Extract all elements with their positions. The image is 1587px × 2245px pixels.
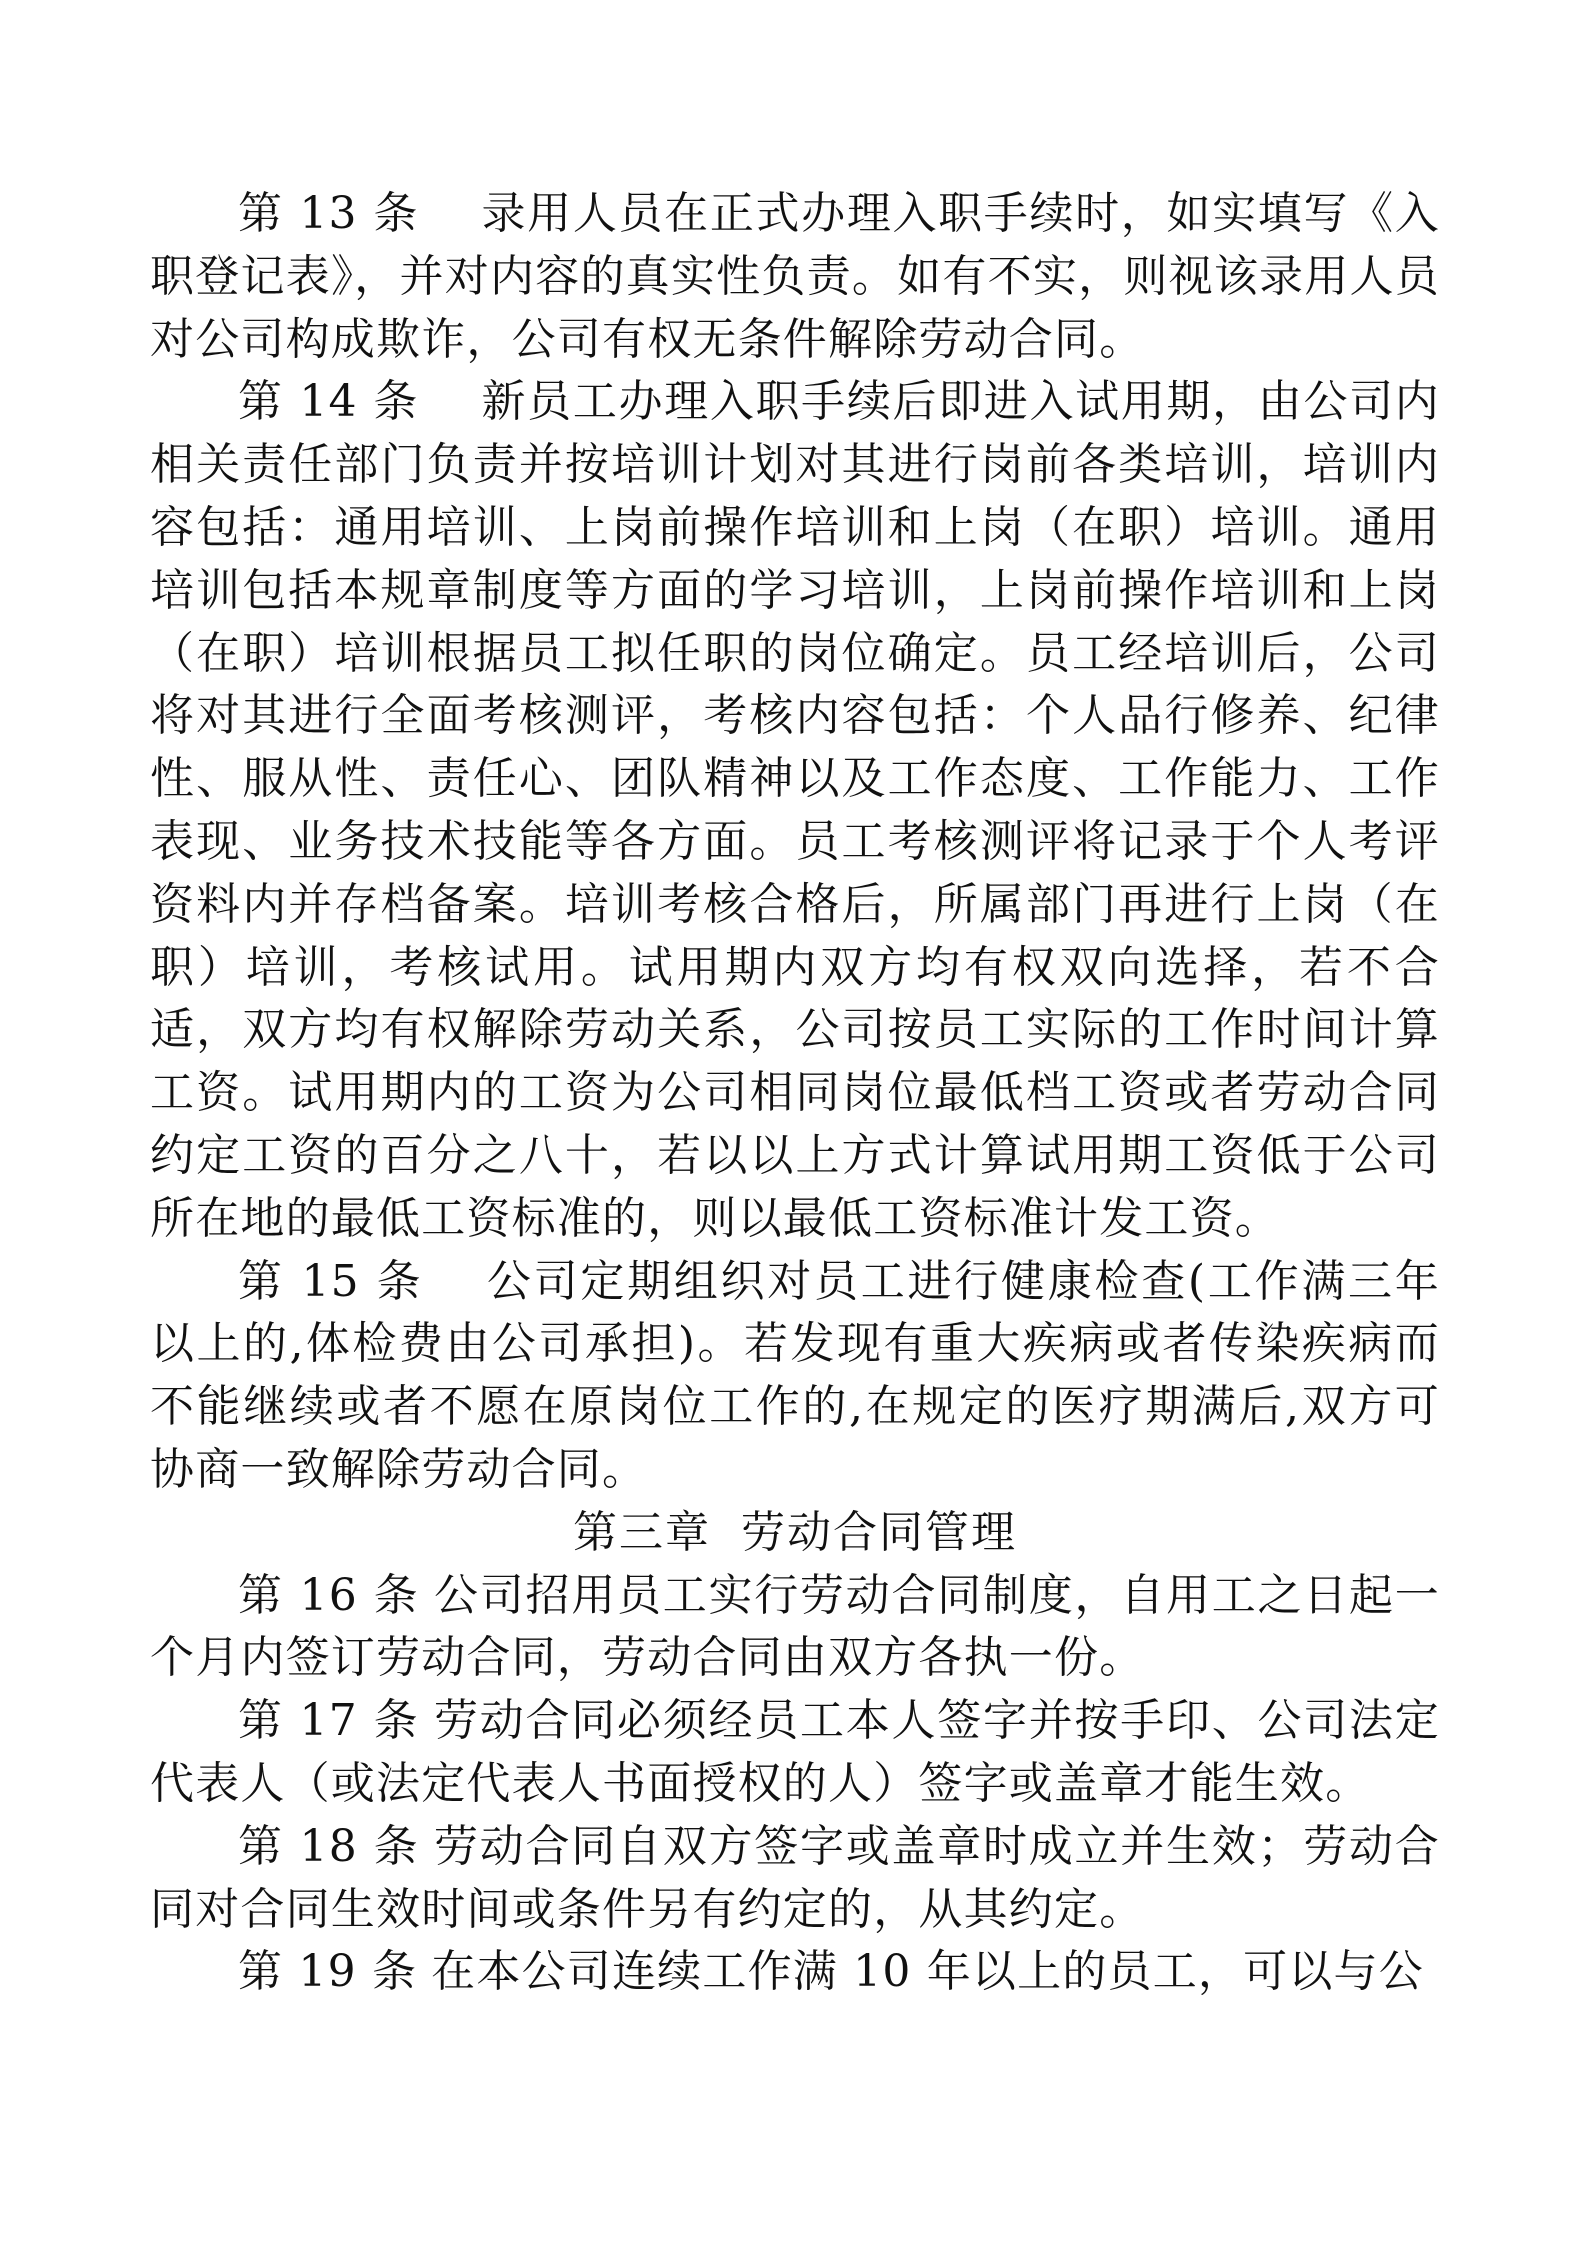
document-page	[150, 183, 1440, 2004]
article-text: 录用人员在正式办理入职手续时，如实填写《入职登记表》，并对内容的真实性负责。如有不实，则视该录用人员对公司构成欺诈，公司有权无条件解除劳动合同。	[150, 188, 1440, 365]
article-text: 公司招用员工实行劳动合同制度，自用工之日起一个月内签订劳动合同，劳动合同由双方各执一份。	[150, 1569, 1440, 1684]
chapter-heading	[150, 1502, 1440, 1565]
article-19	[150, 1941, 1440, 2004]
chapter-title: 劳动合同管理	[741, 1506, 1017, 1558]
chapter-number: 第三章	[573, 1506, 711, 1558]
article-17	[150, 1690, 1440, 1816]
article-text: 公司定期组织对员工进行健康检查(工作满三年以上的,体检费由公司承担)。若发现有重大疾病或者传染疾病而不能继续或者不愿在原岗位工作的,在规定的医疗期满后,双方可协商一致解除劳动合同。	[150, 1255, 1440, 1495]
article-number: 第 16 条	[238, 1569, 420, 1621]
article-15	[150, 1251, 1440, 1502]
article-number: 第 18 条	[238, 1820, 420, 1872]
article-number: 第 19 条	[238, 1946, 418, 1998]
article-number: 第 13 条	[238, 188, 420, 239]
article-number: 第 15 条	[238, 1255, 424, 1307]
article-14	[150, 371, 1440, 1250]
article-13	[150, 183, 1440, 371]
article-text: 新员工办理入职手续后即进入试用期，由公司内相关责任部门负责并按培训计划对其进行岗前各类培训，培训内容包括：通用培训、上岗前操作培训和上岗（在职）培训。通用培训包括本规章制度等方面的学习培训，上岗前操作培训和上岗（在职）培训根据员工拟任职的岗位确定。员工经培训后，公司将对其进行全面考核测评，考核内容包括：个人品行修养、纪律性、服从性、责任心、团队精神以及工作态度、工作能力、工作表现、业务技术技能等各方面。员工考核测评将记录于个人考评资料内并存档备案。培训考核合格后，所属部门再进行上岗（在职）培训，考核试用。试用期内双方均有权双向选择，若不合适，双方均有权解除劳动关系，公司按员工实际的工作时间计算工资。试用期内的工资为公司相同岗位最低档工资或者劳动合同约定工资的百分之八十，若以以上方式计算试用期工资低于公司所在地的最低工资标准的，则以最低工资标准计发工资。	[150, 376, 1440, 1244]
article-number: 第 17 条	[238, 1695, 420, 1747]
article-18	[150, 1816, 1440, 1942]
article-text: 劳动合同必须经员工本人签字并按手印、公司法定代表人（或法定代表人书面授权的人）签字或盖章才能生效。	[150, 1695, 1440, 1809]
article-number: 第 14 条	[238, 376, 420, 428]
article-text: 劳动合同自双方签字或盖章时成立并生效；劳动合同对合同生效时间或条件另有约定的，从其约定。	[150, 1820, 1440, 1935]
article-16	[150, 1565, 1440, 1691]
article-text: 在本公司连续工作满 10 年以上的员工，可以与公	[431, 1946, 1424, 1998]
